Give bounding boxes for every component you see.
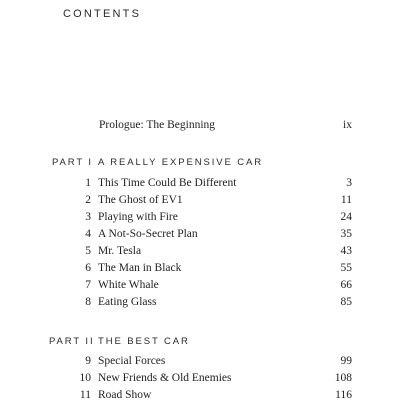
chapter-row[interactable]: [0, 211, 400, 228]
chapter-title: This Time Could Be Different: [98, 177, 237, 189]
chapter-row[interactable]: [0, 194, 400, 211]
chapter-title: Eating Glass: [98, 296, 157, 308]
chapter-row[interactable]: [0, 372, 400, 389]
chapter-row[interactable]: [0, 245, 400, 262]
chapter-number: 8: [85, 296, 91, 308]
chapter-number: 11: [79, 389, 91, 401]
chapter-number: 1: [85, 177, 91, 189]
chapter-row[interactable]: [0, 262, 400, 279]
prologue-page-number: ix: [343, 119, 352, 131]
chapter-number: 3: [85, 211, 91, 223]
chapter-number: 4: [85, 228, 91, 240]
chapter-title: Road Show: [98, 389, 152, 401]
chapter-page-number: 3: [346, 177, 352, 189]
chapter-row[interactable]: [0, 296, 400, 313]
chapter-page-number: 85: [340, 296, 352, 308]
chapter-title: The Man in Black: [98, 262, 182, 274]
part-number: PART II: [49, 336, 95, 347]
chapter-title: A Not-So-Secret Plan: [98, 228, 198, 240]
chapter-page-number: 24: [340, 211, 352, 223]
chapter-title: The Ghost of EV1: [98, 194, 183, 206]
chapter-row[interactable]: [0, 177, 400, 194]
chapter-page-number: 43: [340, 245, 352, 257]
chapter-page-number: 35: [340, 228, 352, 240]
chapter-title: New Friends & Old Enemies: [98, 372, 232, 384]
chapter-title: White Whale: [98, 279, 159, 291]
chapter-number: 2: [85, 194, 91, 206]
chapter-number: 7: [85, 279, 91, 291]
page-title: CONTENTS: [63, 8, 142, 20]
part-heading: [52, 157, 264, 168]
chapter-number: 5: [85, 245, 91, 257]
chapter-title: Playing with Fire: [98, 211, 178, 223]
chapter-title: Special Forces: [98, 355, 166, 367]
chapter-title: Mr. Tesla: [98, 245, 142, 257]
prologue-title[interactable]: Prologue: The Beginning: [99, 119, 216, 131]
part-title: THE BEST CAR: [98, 336, 190, 347]
chapter-row[interactable]: [0, 389, 400, 406]
chapter-page-number: 55: [340, 262, 352, 274]
chapter-page-number: 66: [340, 279, 352, 291]
part-number: PART I: [52, 157, 93, 168]
part-title: A REALLY EXPENSIVE CAR: [98, 157, 264, 168]
part-heading: [49, 336, 190, 347]
chapter-row[interactable]: [0, 279, 400, 296]
chapter-number: 6: [85, 262, 91, 274]
chapter-number: 9: [85, 355, 91, 367]
chapter-number: 10: [79, 372, 91, 384]
chapter-page-number: 116: [335, 389, 352, 401]
chapter-page-number: 11: [340, 194, 352, 206]
chapter-page-number: 108: [334, 372, 352, 384]
chapter-row[interactable]: [0, 228, 400, 245]
chapter-page-number: 99: [340, 355, 352, 367]
chapter-row[interactable]: [0, 355, 400, 372]
